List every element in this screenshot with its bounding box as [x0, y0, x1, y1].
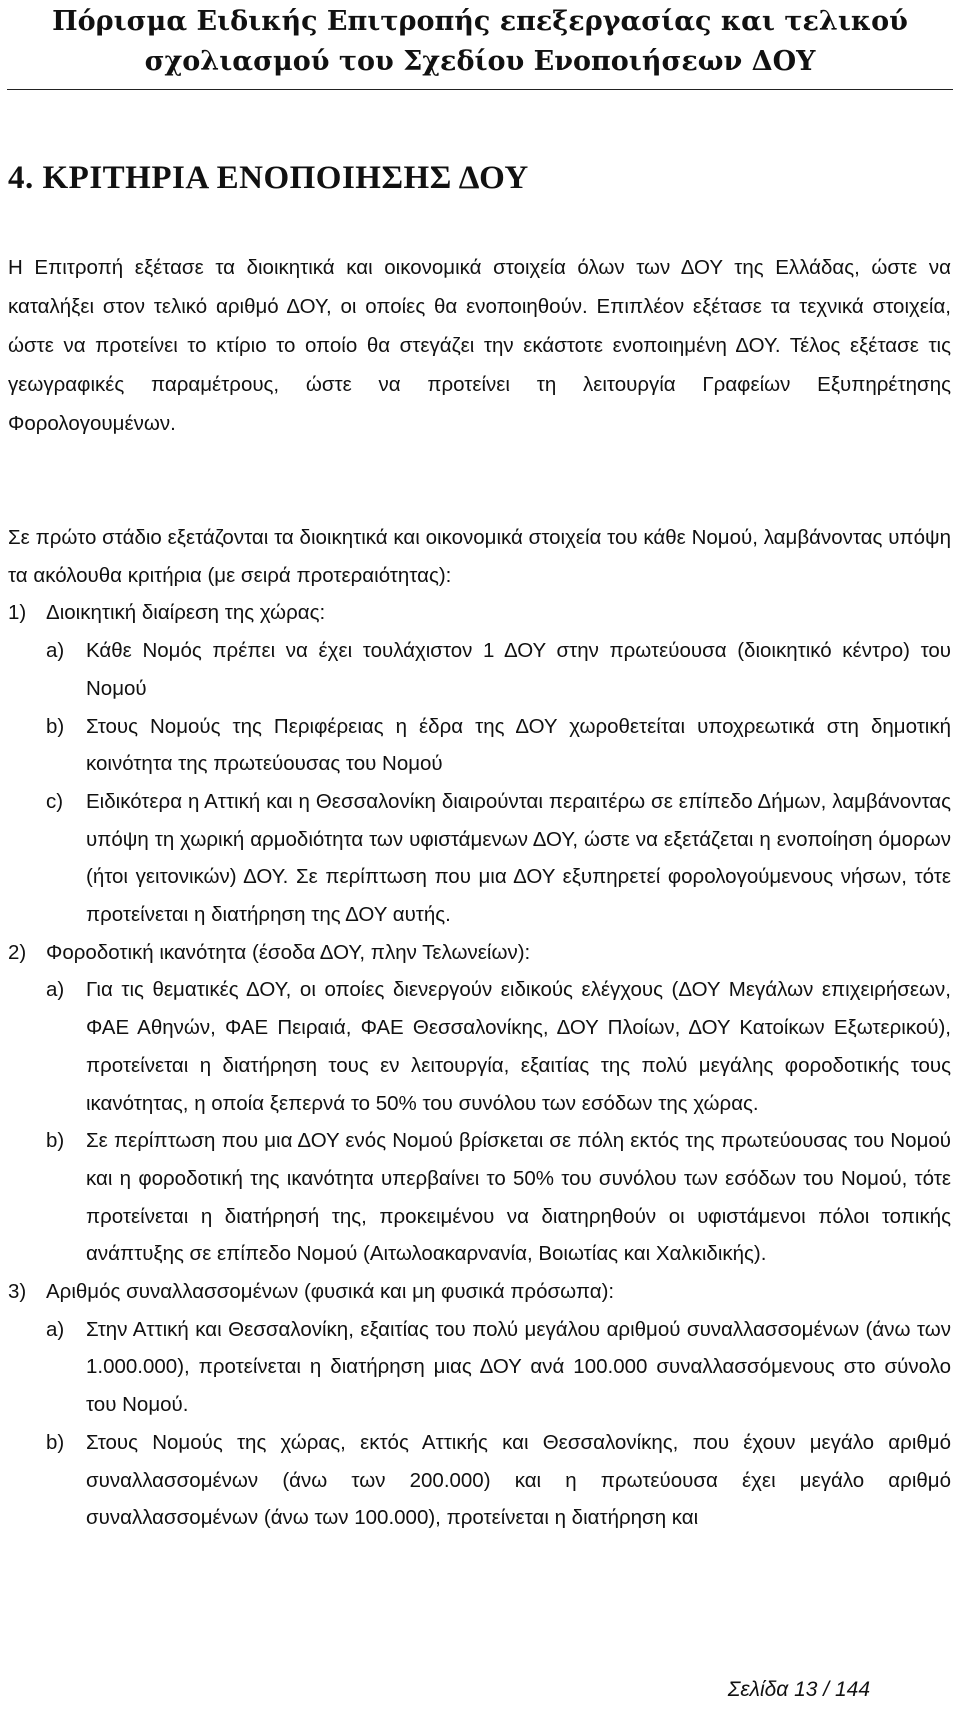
- criterion-subitem: [8, 971, 951, 1122]
- criterion-title: Αριθμός συναλλασσομένων (φυσικά και μη φυσικά πρόσωπα):: [46, 1280, 615, 1304]
- subitem-letter: b): [46, 1430, 65, 1454]
- header-title-line-1: Πόρισμα Ειδικής Επιτροπής επεξεργασίας και τελικού: [52, 6, 908, 37]
- criterion-subitems: [8, 632, 951, 934]
- header-divider: [7, 89, 953, 90]
- criterion-item: [8, 594, 951, 632]
- page-number-footer: Σελίδα 13 / 144: [727, 1678, 870, 1701]
- subitem-text: Σε περίπτωση που μια ΔΟΥ ενός Νομού βρίσκεται σε πόλη εκτός της πρωτεύουσας του Νομού και η φοροδοτική της ικανότητα υπερβαίνει το 50% του συνόλου των εσόδων του Νομού, τότε προτείνεται η διατήρησή της, προκειμένου να διατηρηθούν οι υφιστάμενοι πόλοι τοπικής ανάπτυξης σε επίπεδο Νομού (Αιτωλοακαρνανία, Βοιωτίας και Χαλκιδικής).: [86, 1129, 951, 1266]
- subitem-letter: b): [46, 714, 65, 738]
- subitem-text: Ειδικότερα η Αττική και η Θεσσαλονίκη διαιρούνται περαιτέρω σε επίπεδο Δήμων, λαμβάνοντας υπόψη τη χωρική αρμοδιότητα των υφιστάμενων ΔΟΥ, ώστε να εξετάζεται η ενοποίηση όμορων (ήτοι γειτονικών) ΔΟΥ. Σε περίπτωση που μια ΔΟΥ εξυπηρετεί φορολογούμενους νήσων, τότε προτείνεται η διατήρηση της ΔΟΥ αυτής.: [86, 789, 951, 927]
- criterion-item: [8, 1273, 951, 1311]
- subitem-text: Στους Νομούς της χώρας, εκτός Αττικής και Θεσσαλονίκης, που έχουν μεγάλο αριθμό συναλλασσομένων (άνω των 200.000) και η πρωτεύουσα έχει μεγάλο αριθμό συναλλασσομένων (άνω των 100.000), προτείνεται η διατήρηση και: [86, 1430, 951, 1530]
- criterion-subitems: [8, 1311, 951, 1537]
- subitem-text: Κάθε Νομός πρέπει να έχει τουλάχιστον 1 ΔΟΥ στην πρωτεύουσα (διοικητικό κέντρο) του Νομού: [86, 639, 951, 700]
- criterion-subitem: [8, 1122, 951, 1273]
- criterion-title: Διοικητική διαίρεση της χώρας:: [46, 601, 326, 625]
- criteria-section: [8, 519, 951, 1537]
- subitem-text: Στην Αττική και Θεσσαλονίκη, εξαιτίας του πολύ μεγάλου αριθμού συναλλασσομένων (άνω των 1.000.000), προτείνεται η διατήρηση μιας ΔΟΥ ανά 100.000 συναλλασσόμενους στο σύνολο του Νομού.: [86, 1317, 951, 1417]
- intro-section: [8, 248, 951, 443]
- criterion-subitems: [8, 971, 951, 1273]
- intro-paragraph: Η Επιτροπή εξέτασε τα διοικητικά και οικονομικά στοιχεία όλων των ΔΟΥ της Ελλάδας, ώστε να καταλήξει στον τελικό αριθμό ΔΟΥ, οι οποίες θα ενοποιηθούν. Επιπλέον εξέτασε τα τεχνικά στοιχεία, ώστε να προτείνει το κτίριο το οποίο θα στεγάζει την εκάστοτε ενοποιημένη ΔΟΥ. Τέλος εξέτασε τις γεωγραφικές παραμέτρους, ώστε να προτείνει τη λειτουργία Γραφείων Εξυπηρέτησης Φορολογουμένων.: [8, 256, 951, 435]
- criterion-subitem: [8, 1311, 951, 1424]
- subitem-text: Για τις θεματικές ΔΟΥ, οι οποίες διενεργούν ειδικούς ελέγχους (ΔΟΥ Μεγάλων επιχειρήσεων, ΦΑΕ Αθηνών, ΦΑΕ Πειραιά, ΦΑΕ Θεσσαλονίκης, ΔΟΥ Πλοίων, ΔΟΥ Κατοίκων Εξωτερικού), προτείνεται η διατήρηση τους εν λειτουργία, εξαιτίας της πολύ μεγάλης φοροδοτικής τους ικανότητας, η οποία ξεπερνά το 50% του συνόλου των εσόδων της χώρας.: [86, 978, 951, 1115]
- criterion-item: [8, 934, 951, 972]
- page-header: [30, 2, 930, 82]
- criterion-number: 2): [8, 940, 27, 964]
- subitem-letter: a): [46, 1317, 65, 1341]
- criterion-subitem: [8, 708, 951, 783]
- section-heading: 4. ΚΡΙΤΗΡΙΑ ΕΝΟΠΟΙΗΣΗΣ ΔΟΥ: [8, 160, 529, 196]
- subitem-letter: a): [46, 639, 65, 663]
- criterion-title: Φοροδοτική ικανότητα (έσοδα ΔΟΥ, πλην Τελωνείων):: [46, 940, 531, 964]
- criterion-number: 3): [8, 1280, 27, 1304]
- subitem-letter: b): [46, 1129, 65, 1153]
- subitem-text: Στους Νομούς της Περιφέρειας η έδρα της ΔΟΥ χωροθετείται υποχρεωτικά στη δημοτική κοινότητα της πρωτεύουσας του Νομού: [86, 714, 951, 776]
- criterion-subitem: [8, 1424, 951, 1537]
- criteria-lead-paragraph: Σε πρώτο στάδιο εξετάζονται τα διοικητικά και οικονομικά στοιχεία του κάθε Νομού, λαμβάνοντας υπόψη τα ακόλουθα κριτήρια (με σειρά προτεραιότητας):: [8, 526, 951, 587]
- subitem-letter: c): [46, 789, 64, 813]
- criterion-subitem: [8, 783, 951, 934]
- criterion-subitem: [8, 632, 951, 707]
- subitem-letter: a): [46, 978, 65, 1002]
- header-title-line-2: σχολιασμού του Σχεδίου Ενοποιήσεων ΔΟΥ: [144, 46, 816, 77]
- criterion-number: 1): [8, 601, 27, 625]
